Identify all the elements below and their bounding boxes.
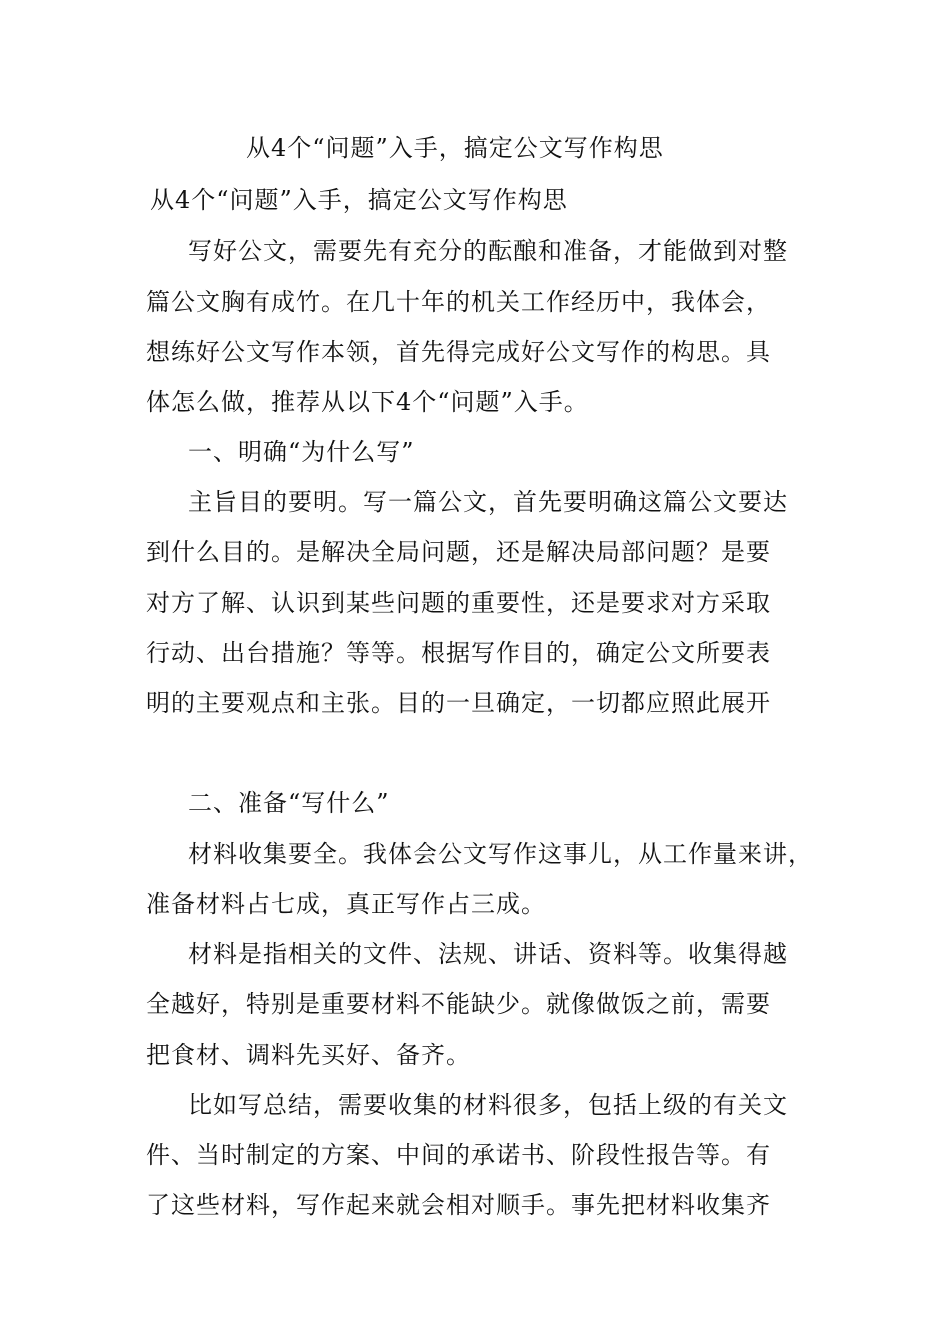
document-subtitle: 从4个“问题”入手，搞定公文写作构思: [150, 186, 568, 214]
section-heading: 一、明确“为什么写”: [188, 438, 415, 466]
section-heading: 二、准备“写什么”: [188, 789, 390, 817]
paragraph-line: 全越好，特别是重要材料不能缺少。就像做饭之前，需要: [146, 990, 771, 1018]
paragraph-line: 件、当时制定的方案、中间的承诺书、阶段性报告等。有: [146, 1141, 771, 1169]
paragraph-line: 写好公文，需要先有充分的酝酿和准备，才能做到对整: [188, 237, 788, 265]
paragraph-line: 了这些材料，写作起来就会相对顺手。事先把材料收集齐: [146, 1191, 771, 1219]
document-title: 从4个“问题”入手，搞定公文写作构思: [246, 134, 664, 162]
paragraph-line: 体怎么做，推荐从以下4个“问题”入手。: [146, 388, 589, 416]
paragraph-line: 对方了解、认识到某些问题的重要性，还是要求对方采取: [146, 589, 771, 617]
paragraph-line: 材料收集要全。我体会公文写作这事儿，从工作量来讲，: [188, 840, 813, 868]
paragraph-line: 想练好公文写作本领，首先得完成好公文写作的构思。具: [146, 338, 771, 366]
paragraph-line: 到什么目的。是解决全局问题，还是解决局部问题？是要: [146, 538, 771, 566]
paragraph-line: 把食材、调料先买好、备齐。: [146, 1041, 471, 1069]
paragraph-line: 明的主要观点和主张。目的一旦确定，一切都应照此展开: [146, 689, 771, 717]
paragraph-line: 行动、出台措施？等等。根据写作目的，确定公文所要表: [146, 639, 771, 667]
paragraph-line: 篇公文胸有成竹。在几十年的机关工作经历中，我体会，: [146, 288, 771, 316]
paragraph-line: 比如写总结，需要收集的材料很多，包括上级的有关文: [188, 1091, 788, 1119]
paragraph-line: 主旨目的要明。写一篇公文，首先要明确这篇公文要达: [188, 488, 788, 516]
paragraph-line: 材料是指相关的文件、法规、讲话、资料等。收集得越: [188, 940, 788, 968]
paragraph-line: 准备材料占七成，真正写作占三成。: [146, 890, 546, 918]
